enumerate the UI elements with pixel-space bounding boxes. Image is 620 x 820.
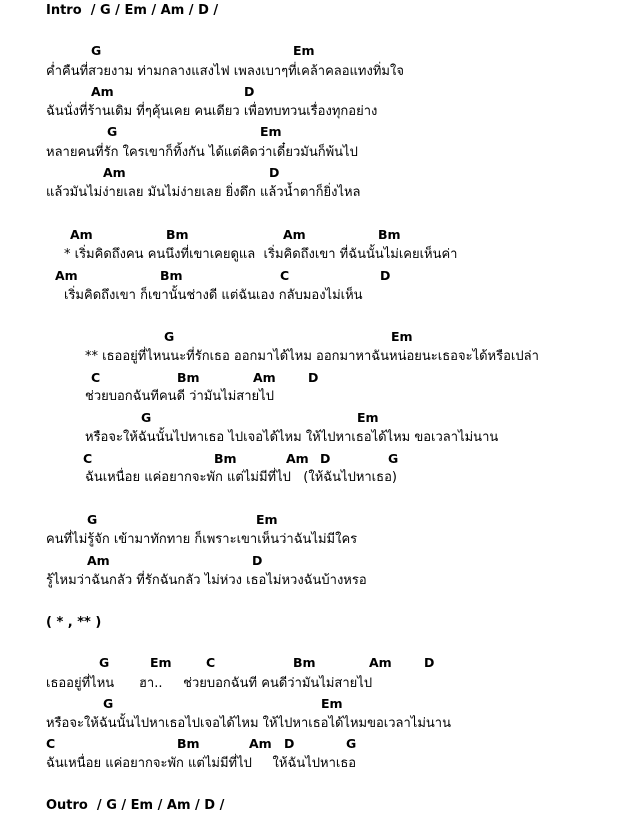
chord: Am xyxy=(87,553,110,568)
chord: Am xyxy=(91,84,114,99)
lyric: แล้วมันไม่ง่ายเลย มันไม่ง่ายเลย ยิ่งดึก แล้วน้ำตาก็ยิ่งไหล xyxy=(46,185,361,200)
chord: D xyxy=(252,553,263,568)
chord: G xyxy=(87,512,98,527)
chord: G xyxy=(164,329,175,344)
chord: G xyxy=(103,696,114,711)
chord: D xyxy=(269,165,280,180)
chord: C xyxy=(91,370,101,385)
chord: Bm xyxy=(378,227,401,242)
repeat-marker: ( * , ** ) xyxy=(46,615,102,630)
chord: Bm xyxy=(177,736,200,751)
chord: D xyxy=(308,370,319,385)
chord: Am xyxy=(70,227,93,242)
lyric: ฉันนั่งที่ร้านเดิม ที่ๆคุ้นเคย คนเดียว เพื่อทบทวนเรื่องทุกอย่าง xyxy=(46,104,378,119)
chord: D xyxy=(320,451,331,466)
chord: G xyxy=(99,655,110,670)
chord: Em xyxy=(260,124,282,139)
lyric: หรือจะให้ฉันนั้นไปหาเธอ ไปเจอได้ไหม ให้ไปหาเธอได้ไหม ขอเวลาไม่นาน xyxy=(85,430,499,445)
lyric: หลายคนที่รัก ใครเขาก็ทิ้งกัน ได้แต่คิดว่าเดี๋ยวมันก็พ้นไป xyxy=(46,145,358,160)
lyric: คนที่ไม่รู้จัก เข้ามาทักทาย ก็เพราะเขาเห็นว่าฉันไม่มีใคร xyxy=(46,532,358,547)
chord: G xyxy=(346,736,357,751)
chord: Bm xyxy=(177,370,200,385)
chord: D xyxy=(424,655,435,670)
chord: Bm xyxy=(214,451,237,466)
chord: Am xyxy=(55,268,78,283)
chord: Am xyxy=(103,165,126,180)
chord: Am xyxy=(369,655,392,670)
lyric: ช่วยบอกฉันทีคนดี ว่ามันไม่สายไป xyxy=(85,389,274,404)
chord: Am xyxy=(253,370,276,385)
chord: C xyxy=(83,451,93,466)
chord: Em xyxy=(357,410,379,425)
lyric: เธออยู่ที่ไหน ฮา.. ช่วยบอกฉันที คนดีว่ามันไม่สายไป xyxy=(46,676,373,691)
chord: Am xyxy=(286,451,309,466)
lyric: เริ่มคิดถึงเขา ก็เขานั้นช่างดี แต่ฉันเอง กลับมองไม่เห็น xyxy=(64,288,363,303)
chord: Em xyxy=(256,512,278,527)
lyric: ค่ำคืนที่สวยงาม ท่ามกลางแสงไฟ เพลงเบาๆที่เคล้าคลอแทงทิ่มใจ xyxy=(46,64,404,79)
lyric: ฉันเหนื่อย แค่อยากจะพัก แต่ไม่มีที่ไป (ให้ฉันไปหาเธอ) xyxy=(85,470,397,485)
chord: Em xyxy=(321,696,343,711)
chord: G xyxy=(91,43,102,58)
chord: Em xyxy=(150,655,172,670)
chord: Bm xyxy=(166,227,189,242)
chord: D xyxy=(284,736,295,751)
chord: Em xyxy=(293,43,315,58)
chord: Bm xyxy=(293,655,316,670)
chord: D xyxy=(380,268,391,283)
chord: C xyxy=(206,655,216,670)
chord: G xyxy=(107,124,118,139)
chord: C xyxy=(46,736,56,751)
lyric: ฉันเหนื่อย แค่อยากจะพัก แต่ไม่มีที่ไป ให้ฉันไปหาเธอ xyxy=(46,756,357,771)
lyric: หรือจะให้ฉันนั้นไปหาเธอไปเจอได้ไหม ให้ไปหาเธอได้ไหมขอเวลาไม่นาน xyxy=(46,716,451,731)
chord: Em xyxy=(391,329,413,344)
chord: D xyxy=(244,84,255,99)
chord: G xyxy=(141,410,152,425)
outro-line: Outro / G / Em / Am / D / xyxy=(46,798,225,813)
chord: Am xyxy=(283,227,306,242)
chord: C xyxy=(280,268,290,283)
chord: Bm xyxy=(160,268,183,283)
chord: G xyxy=(388,451,399,466)
lyric: รู้ไหมว่าฉันกลัว ที่รักฉันกลัว ไม่ห่วง เธอไม่หวงฉันบ้างหรอ xyxy=(46,573,367,588)
lyric: ** เธออยู่ที่ไหนนะที่รักเธอ ออกมาได้ไหม ออกมาหาฉันหน่อยนะเธอจะได้หรือเปล่า xyxy=(85,349,539,364)
intro-line: Intro / G / Em / Am / D / xyxy=(46,3,219,18)
chord: Am xyxy=(249,736,272,751)
lyric: * เริ่มคิดถึงคน คนนึงที่เขาเคยดูแล เริ่มคิดถึงเขา ที่ฉันนั้นไม่เคยเห็นค่า xyxy=(64,247,458,262)
